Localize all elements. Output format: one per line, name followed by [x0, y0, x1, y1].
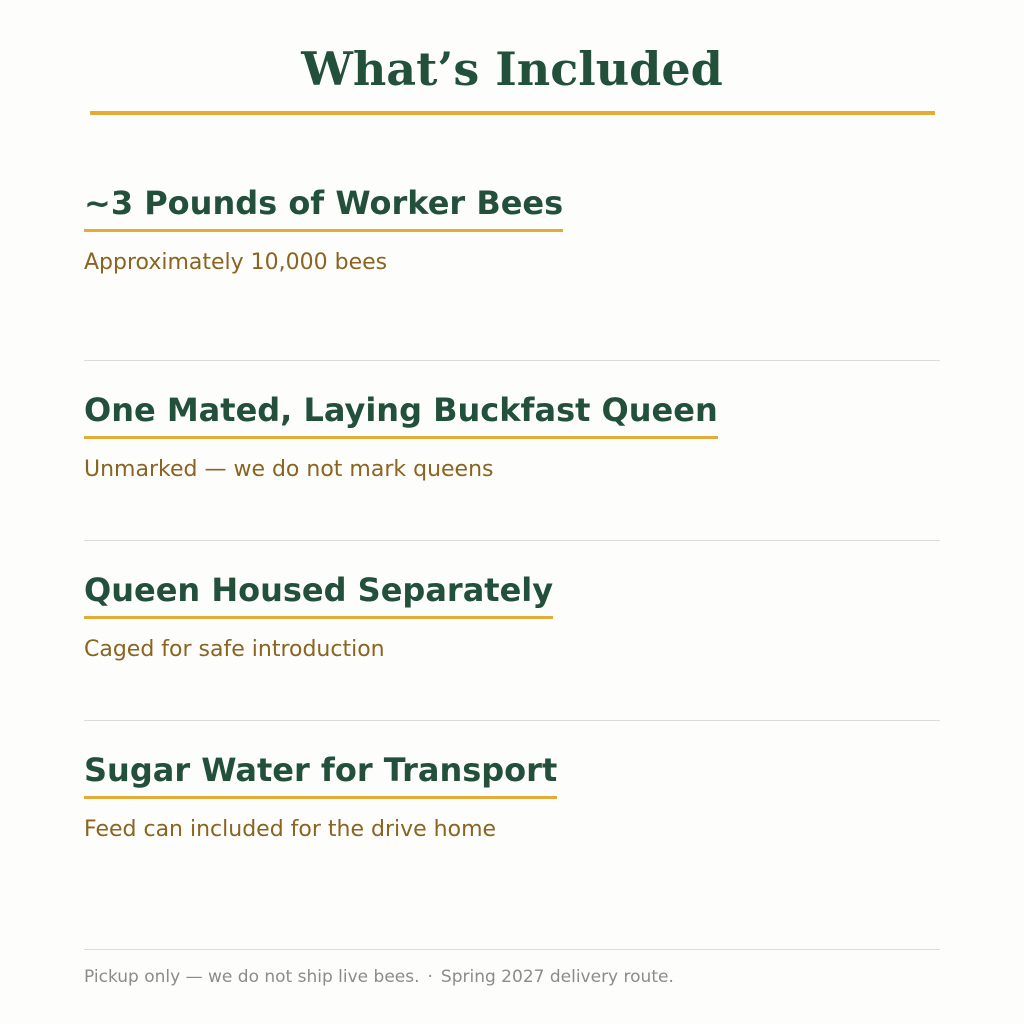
page-title: What’s Included	[301, 42, 723, 96]
item-description: Unmarked — we do not mark queens	[84, 457, 494, 482]
item-title: Sugar Water for Transport	[84, 750, 557, 799]
footer-delivery-note: Spring 2027 delivery route.	[440, 967, 674, 987]
list-item-sugar-water	[84, 720, 940, 900]
item-description: Caged for safe introduction	[84, 637, 385, 662]
list-item-queen-housing	[84, 540, 940, 720]
item-description: Approximately 10,000 bees	[84, 250, 388, 275]
footer-pickup-note: Pickup only — we do not ship live bees.	[84, 967, 420, 987]
footer-separator: ·	[427, 967, 433, 987]
footer-note	[84, 965, 940, 989]
item-title: One Mated, Laying Buckfast Queen	[84, 390, 718, 439]
footer-divider	[84, 949, 940, 950]
item-description: Feed can included for the drive home	[84, 817, 497, 842]
item-title: ~3 Pounds of Worker Bees	[84, 183, 563, 232]
title-underline-divider	[90, 111, 935, 115]
list-item-queen	[84, 360, 940, 540]
list-item-worker-bees	[84, 180, 940, 360]
item-title: Queen Housed Separately	[84, 570, 553, 619]
included-items-list	[84, 180, 940, 900]
